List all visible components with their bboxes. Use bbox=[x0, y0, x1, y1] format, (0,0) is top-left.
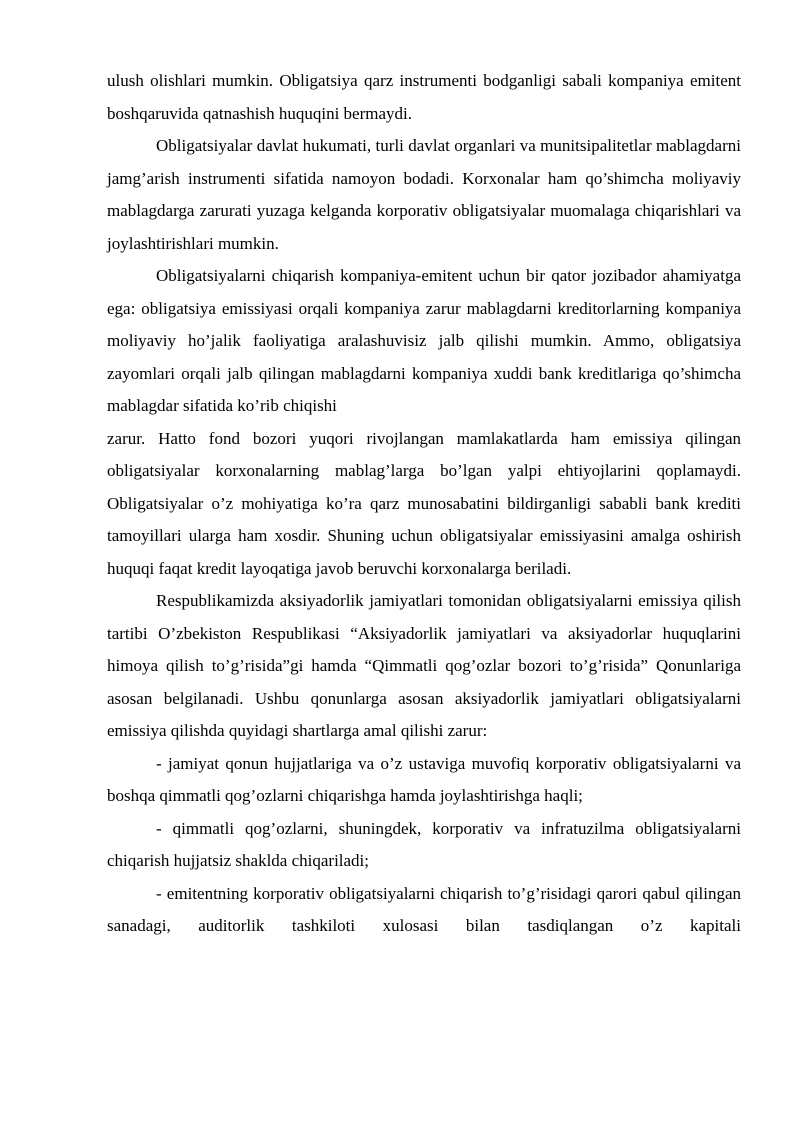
paragraph-3: Obligatsiyalarni chiqarish kompaniya-emitent uchun bir qator jozibador ahamiyatga ega: obligatsiya emissiyasi orqali kompaniya zarur mablagdarni kreditorlarning kompaniya moliyaviy ho’jalik faoliyatiga aralashuvisiz jalb qilishi mumkin. Ammo, obligatsiya zayomlari orqali jalb qilingan mablagdarni kompaniya xuddi bank kreditlariga qo’shimcha mablagdar sifatida ko’rib chiqishi bbox=[107, 266, 741, 415]
list-item-2: - qimmatli qog’ozlarni, shuningdek, korporativ va infratuzilma obligatsiyalarni chiqarish hujjatsiz shaklda chiqariladi; bbox=[107, 818, 741, 870]
paragraph-2: Obligatsiyalar davlat hukumati, turli davlat organlari va munitsipalitetlar mablagdarni jamg’arish instrumenti sifatida namoyon bodadi. Korxonalar ham qo’shimcha moliyaviy mablagdarga zarurati yuzaga kelganda korporativ obligatsiyalar muomalaga chiqarishlari va joylashtirishlari mumkin. bbox=[107, 136, 741, 253]
list-item-3: - emitentning korporativ obligatsiyalarni chiqarish to’g’risidagi qarori qabul qilingan sanadagi, auditorlik tashkiloti xulosasi bilan tasdiqlangan o’z kapitali bbox=[107, 883, 741, 935]
paragraph-1: ulush olishlari mumkin. Obligatsiya qarz instrumenti bodganligi sabali kompaniya emitent boshqaruvida qatnashish huquqini bermaydi. bbox=[107, 71, 741, 123]
paragraph-5: Respublikamizda aksiyadorlik jamiyatlari tomonidan obligatsiyalarni emissiya qilish tartibi O’zbekiston Respublikasi “Aksiyadorlik jamiyatlari va aksiyadorlar huquqlarini himoya qilish to’g’risida”gi hamda “Qimmatli qog’ozlar bozori to’g’risida” Qonunlariga asosan belgilanadi. Ushbu qonunlarga asosan aksiyadorlik jamiyatlari obligatsiyalarni emissiya qilishda quyidagi shartlarga amal qilishi zarur: bbox=[107, 591, 741, 740]
paragraph-4: zarur. Hatto fond bozori yuqori rivojlangan mamlakatlarda ham emissiya qilingan obligatsiyalar korxonalarning mablag’larga bo’lgan yalpi ehtiyojlarini qoplamaydi. Obligatsiyalar o’z mohiyatiga ko’ra qarz munosabatini bildirganligi sababli bank krediti tamoyillari ularga ham xosdir. Shuning uchun obligatsiyalar emissiyasini amalga oshirish huquqi faqat kredit layoqatiga javob beruvchi korxonalarga beriladi. bbox=[107, 428, 741, 578]
list-item-1: - jamiyat qonun hujjatlariga va o’z ustaviga muvofiq korporativ obligatsiyalarni va boshqa qimmatli qog’ozlarni chiqarishga hamda joylashtirishga haqli; bbox=[107, 753, 741, 805]
document-page bbox=[107, 65, 741, 943]
